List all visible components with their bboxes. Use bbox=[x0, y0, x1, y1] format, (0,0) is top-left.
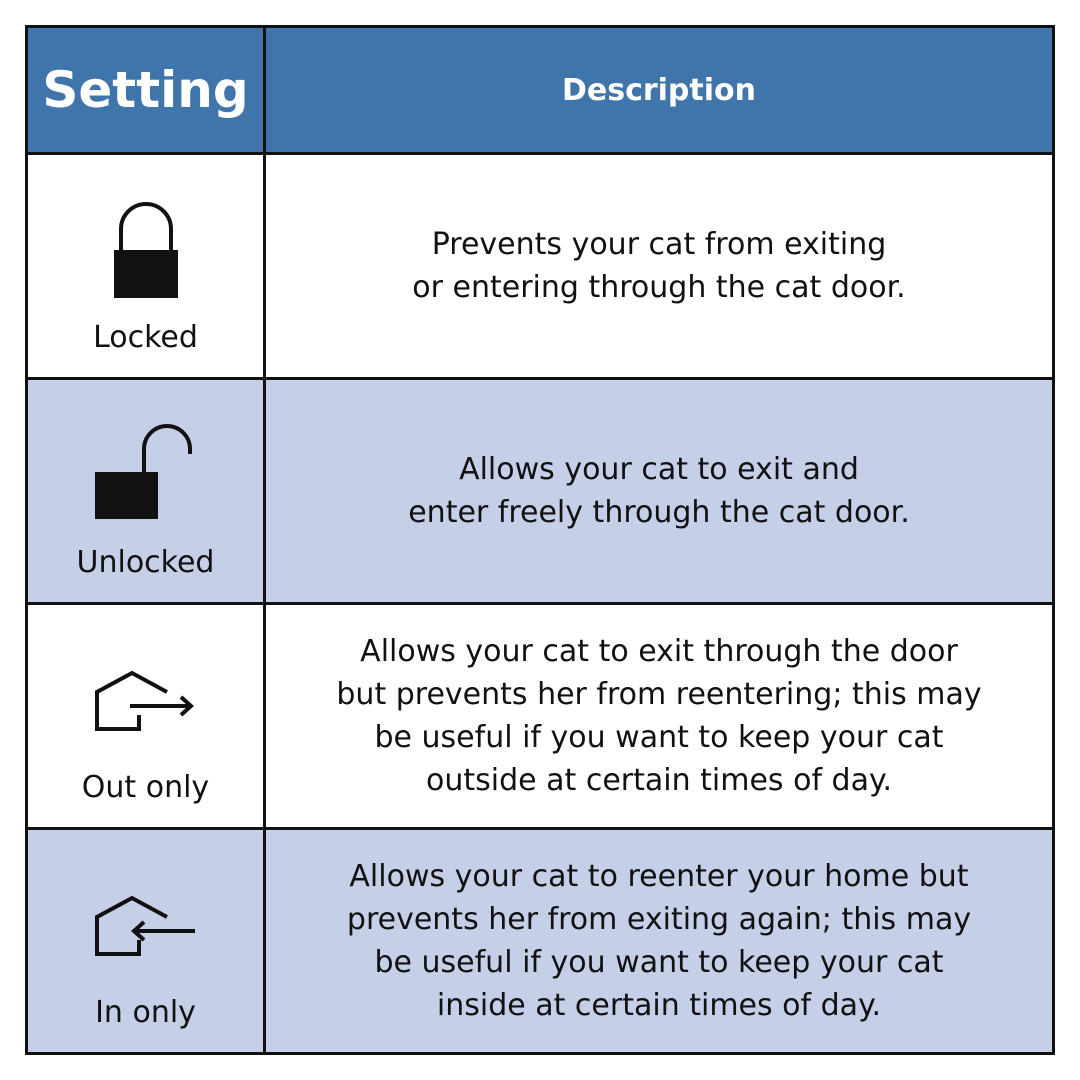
locked-padlock-icon bbox=[111, 189, 181, 314]
setting-label: Unlocked bbox=[76, 545, 215, 580]
unlocked-padlock-icon bbox=[91, 414, 201, 539]
description-cell: Allows your cat to exit through the door but prevents her from reentering; this may be useful if you want to keep your cat outside at certain times of day. bbox=[266, 605, 1052, 830]
description-cell: Prevents your cat from exiting or entering through the cat door. bbox=[266, 155, 1052, 380]
setting-cell-out-only bbox=[28, 605, 266, 830]
house-enter-arrow-icon bbox=[91, 864, 201, 989]
setting-cell-locked bbox=[28, 155, 266, 380]
setting-label: Locked bbox=[93, 320, 198, 355]
header-description: Description bbox=[266, 28, 1052, 155]
setting-label: In only bbox=[95, 995, 196, 1030]
settings-table bbox=[25, 25, 1055, 1055]
setting-label: Out only bbox=[81, 770, 210, 805]
header-setting: Setting bbox=[28, 28, 266, 155]
setting-cell-unlocked bbox=[28, 380, 266, 605]
description-cell: Allows your cat to exit and enter freely through the cat door. bbox=[266, 380, 1052, 605]
description-cell: Allows your cat to reenter your home but prevents her from exiting again; this may be useful if you want to keep your cat inside at certain times of day. bbox=[266, 830, 1052, 1052]
house-exit-arrow-icon bbox=[91, 639, 201, 764]
setting-cell-in-only bbox=[28, 830, 266, 1052]
